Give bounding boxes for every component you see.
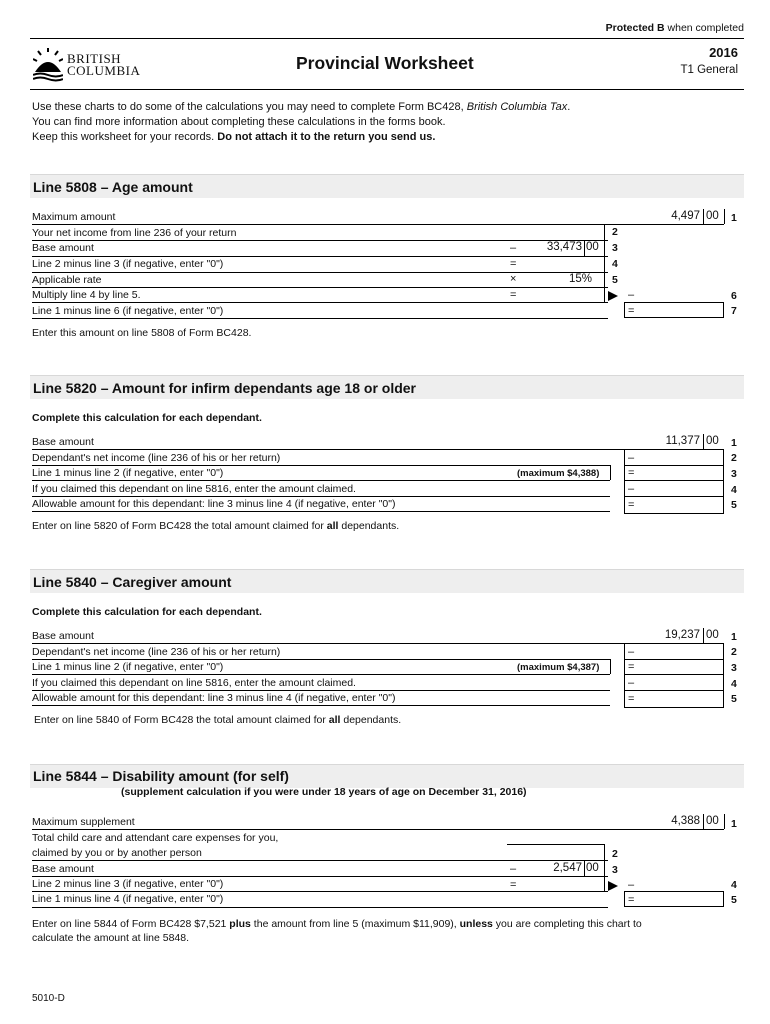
s5820-instruction: Complete this calculation for each dependant. [32, 412, 262, 424]
s5840-base-cents: 00 [706, 629, 719, 641]
s5840-row2-label: Dependant's net income (line 236 of his or her return) [32, 646, 281, 658]
s5808-row7-label: Line 1 minus line 6 (if negative, enter "0") [32, 305, 224, 317]
s5820-base-amount: 11,377 [665, 435, 700, 447]
s5840-minus-op-2: – [628, 646, 635, 658]
s5820-base-cents: 00 [706, 435, 719, 447]
s5820-note: Enter on line 5820 of Form BC428 the total amount claimed for all dependants. [32, 520, 400, 532]
s5844-row2b-label: claimed by you or by another person [32, 847, 202, 859]
s5808-row2-label: Your net income from line 236 of your return [32, 227, 237, 239]
intro-line3: Keep this worksheet for your records. Do not attach it to the return you send us. [32, 131, 436, 143]
section-title-5840: Line 5840 – Caregiver amount [33, 574, 232, 590]
logo-text-line1: BRITISH [67, 51, 122, 66]
s5844-minus-op-3: – [510, 863, 517, 875]
s5808-base-cents: 00 [586, 241, 599, 253]
s5820-row5-label: Allowable amount for this dependant: line 3 minus line 4 (if negative, enter "0") [32, 498, 396, 510]
s5820-minus-op-4: – [628, 483, 635, 495]
form-number: 5010-D [32, 993, 65, 1004]
s5820-minus-op-2: – [628, 452, 635, 464]
s5808-max-cents: 00 [706, 210, 719, 222]
s5844-row5-label: Line 1 minus line 4 (if negative, enter "0") [32, 893, 224, 905]
s5820-row2-label: Dependant's net income (line 236 of his or her return) [32, 452, 281, 464]
worksheet-page: Protected B when completed BRITISH COLUMBIA Provincial Worksheet 2016 T1 General Use these charts to do some of the calculations you may need to complete Form BC428, British Columbia Tax. You can find more information about completing these calculations in the forms book. Keep this worksheet for your records. Do not attach it to the return you send us. Line 5808 – Age amount Maximum amount Your net income from line 236 of your return Base amount Line 2 minus line 3 (if negative, enter "0") Applicable rate Multiply line 4 by line 5. Line 1 minus line 6 (if negative, enter "0") 4,497 00 – 33,473 00 = × 15% = 2 3 4 5 – = 1 6 7 Enter this amount on line 5808 of Form BC428. Line 5820 – Amount for infirm dependants age 18 or older Complete this calculation for each dependant. Base amount Dependant's net income (line 236 of his or her return) Line 1 minus line 2 (if negative, enter "0") If you claimed this dependant on line 5816, enter the amount claimed. Allowable amount for this dependant: line 3 minus line 4 (if negative, enter "0") (maximum $4,388) 11,377 00 – = – = 1 2 3 4 5 Enter on line 5820 of Form BC428 the total amount claimed for all dependants. Line 5840 – Caregiver amount Complete this calculation for each dependant. Base amount Dependant's net income (line 236 of his or her return) Line 1 minus line 2 (if negative, enter "0") If you claimed this dependant on line 5816, enter the amount claimed. Allowable amount for this dependant: line 3 minus line 4 (if negative, enter "0") (maximum $4,387) 19,237 00 – = – = 1 2 3 4 5 Enter on line 5840 of Form BC428 the total amount claimed for all dependants. Line 5844 – Disability amount (for self) (supplement calculation if you were under 18 years of age on December 31, 2016) Maximum supplement Total child care and attendant care expenses for you, claimed by you or by another person Base amount Line 2 minus line 3 (if negative, enter "0") Line 1 minus line 4 (if negative, enter "0") 4,388 00 – 2,547 00 = 2 3 – = 1 4 5 Enter on line 5844 of Form BC428 $7,521 plus the amount from line 5 (maximum $11,909), unless you are completing this chart to calculate the amount at line 5848. 5010-D [32, 22, 744, 1004]
s5844-row2a-label: Total child care and attendant care expenses for you, [32, 832, 279, 844]
s5808-row5-label: Applicable rate [32, 274, 102, 286]
s5844-row4-label: Line 2 minus line 3 (if negative, enter "0") [32, 878, 224, 890]
tax-year: 2016 [709, 45, 738, 60]
page-title: Provincial Worksheet [296, 53, 474, 73]
s5808-equals-op-4: = [510, 258, 517, 270]
s5820-row4-label: If you claimed this dependant on line 5816, enter the amount claimed. [32, 483, 356, 495]
s5820-equals-op-3: = [628, 467, 635, 479]
intro-text [32, 100, 570, 145]
s5808-note: Enter this amount on line 5808 of Form BC428. [32, 327, 252, 339]
s5844-row3-label: Base amount [32, 863, 94, 875]
s5840-equals-op-3: = [628, 661, 635, 673]
s5844-max-cents: 00 [706, 815, 719, 827]
s5840-row4-label: If you claimed this dependant on line 5816, enter the amount claimed. [32, 677, 356, 689]
s5840-equals-op-5: = [628, 693, 635, 705]
s5808-base-amount: 33,473 [546, 241, 582, 253]
s5844-subtitle: (supplement calculation if you were under 18 years of age on December 31, 2016) [121, 786, 527, 798]
s5844-row1-label: Maximum supplement [32, 816, 135, 828]
s5808-minus-op: – [510, 242, 517, 254]
s5840-minus-op-4: – [628, 677, 635, 689]
s5820-equals-op-5: = [628, 499, 635, 511]
s5840-note: Enter on line 5840 of Form BC428 the total amount claimed for all dependants. [34, 714, 402, 726]
s5844-base-amount: 2,547 [553, 862, 582, 874]
s5820-row1-label: Base amount [32, 436, 94, 448]
header-bottom-rule [30, 89, 744, 90]
s5840-instruction: Complete this calculation for each dependant. [32, 606, 262, 618]
s5844-max-amount: 4,388 [671, 815, 700, 827]
s5808-minus-op-6: – [628, 289, 635, 301]
form-type: T1 General [680, 64, 738, 76]
s5840-row5-label: Allowable amount for this dependant: line 3 minus line 4 (if negative, enter "0") [32, 692, 396, 704]
s5808-equals-op-6: = [510, 289, 517, 301]
s5844-note-line2: calculate the amount at line 5848. [32, 932, 190, 944]
s5808-times-op: × [510, 273, 517, 285]
intro-line2: You can find more information about completing these calculations in the forms book. [32, 116, 446, 128]
s5820-maximum: (maximum $4,388) [517, 468, 600, 479]
s5844-note-line1: Enter on line 5844 of Form BC428 $7,521 plus the amount from line 5 (maximum $11,909), unless you are completing this chart to [32, 918, 642, 930]
section-title-5808: Line 5808 – Age amount [33, 179, 193, 195]
s5844-base-cents: 00 [586, 862, 599, 874]
bc-sun-icon [33, 48, 63, 82]
section-title-5844: Line 5844 – Disability amount (for self) [33, 768, 289, 784]
protected-notice: Protected B when completed [605, 22, 744, 34]
s5840-row3-label: Line 1 minus line 2 (if negative, enter "0") [32, 661, 224, 673]
s5808-max-amount: 4,497 [671, 210, 700, 222]
s5808-rate: 15% [568, 273, 592, 285]
bc-logo [33, 46, 163, 84]
s5840-maximum: (maximum $4,387) [517, 662, 600, 673]
s5808-equals-op-7: = [628, 305, 635, 317]
s5840-base-amount: 19,237 [664, 629, 700, 641]
s5808-row1-label: Maximum amount [32, 211, 116, 223]
s5808-row3-label: Base amount [32, 242, 94, 254]
intro-line1: Use these charts to do some of the calculations you may need to complete Form BC428, British Columbia Tax. [32, 101, 571, 113]
s5844-arrow-icon [608, 881, 618, 891]
s5808-row4-label: Line 2 minus line 3 (if negative, enter "0") [32, 258, 224, 270]
section-title-5820: Line 5820 – Amount for infirm dependants age 18 or older [33, 380, 417, 396]
s5844-minus-op-4b: – [628, 879, 635, 891]
logo-text-line2: COLUMBIA [67, 63, 141, 78]
s5844-equals-op-4: = [510, 879, 517, 891]
s5808-arrow-icon [608, 291, 618, 301]
s5808-row6-label: Multiply line 4 by line 5. [32, 289, 141, 301]
s5840-row1-label: Base amount [32, 630, 94, 642]
header-top-rule [30, 38, 744, 39]
s5844-equals-op-5: = [628, 894, 635, 906]
s5820-row3-label: Line 1 minus line 2 (if negative, enter "0") [32, 467, 224, 479]
